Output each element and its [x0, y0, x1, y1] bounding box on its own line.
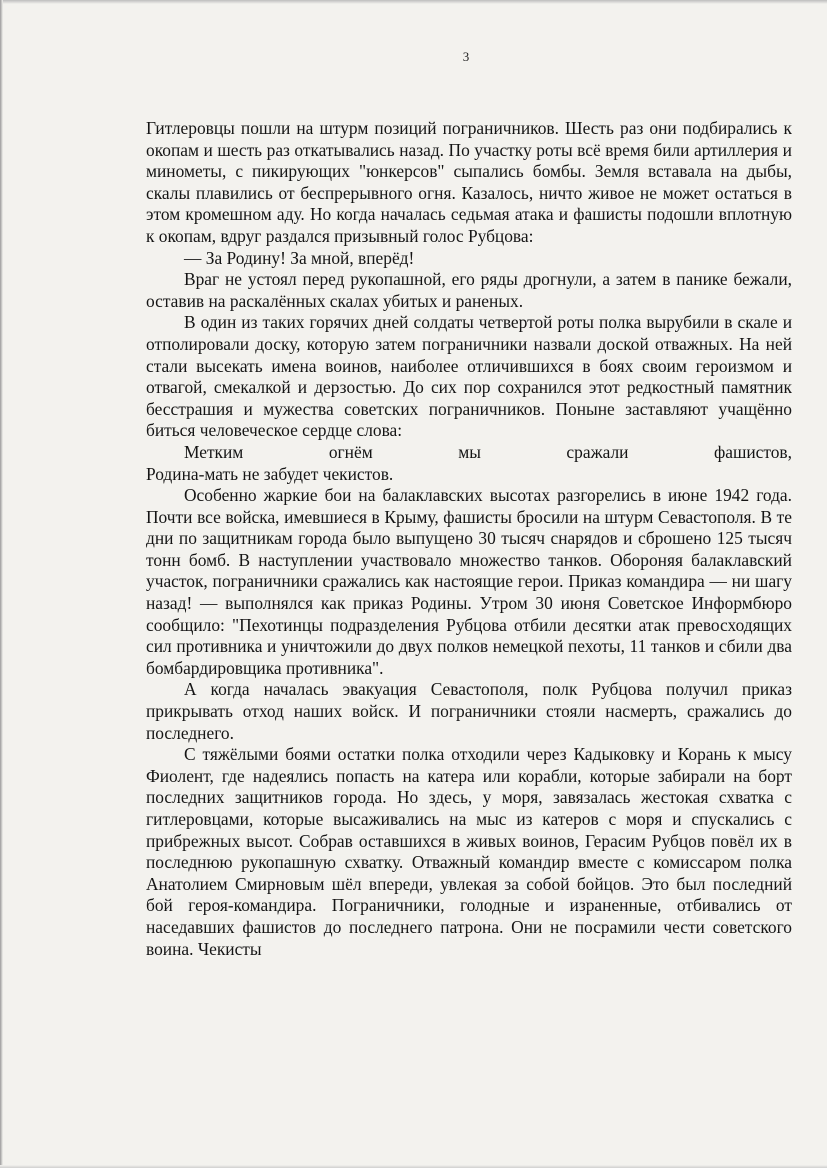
- quote-line: — За Родину! За мной, вперёд!: [184, 247, 415, 268]
- scan-edge-left: [0, 0, 3, 1168]
- scan-edge-top: [0, 0, 827, 4]
- page-number: 3: [462, 49, 470, 64]
- verse-line: Родина-мать не забудет чекистов.: [146, 463, 394, 484]
- paragraph: А когда началась эвакуация Севастополя, полк Рубцова получил приказ прикрывать отход наших войск. И пограничники стояли насмерть, сражались до последнего.: [146, 679, 792, 743]
- paragraph: Гитлеровцы пошли на штурм позиций пограничников. Шесть раз они подбирались к окопам и шесть раз откатывались назад. По участку роты всё время били артиллерия и минометы, с пикирующих "юнкерсов" сыпались бомбы. Земля вставала на дыбы, скалы плавились от беспрерывного огня. Казалось, ничто живое не может остаться в этом кромешном аду. Но когда началась седьмая атака и фашисты подошли вплотную к окопам, вдруг раздался призывный голос Рубцова:: [146, 118, 792, 246]
- paragraph: В один из таких горячих дней солдаты четвертой роты полка вырубили в скале и отполировали доску, которую затем пограничники назвали доской отважных. На ней стали высекать имена воинов, наиболее отличившихся в боях своим героизмом и отвагой, смекалкой и дерзостью. До сих пор сохранился этот редкостный памятник бесстрашия и мужества советских пограничников. Поныне заставляют учащённо биться человеческое сердце слова:: [146, 312, 792, 441]
- paragraph: С тяжёлыми боями остатки полка отходили через Кадыковку и Корань к мысу Фиолент, где надеялись попасть на катера или корабли, которые забирали на борт последних защитников города. Но здесь, у моря, завязалась жестокая схватка с гитлеровцами, которые высаживались на мыс из катеров с моря и спускались с прибрежных высот. Собрав оставшихся в живых воинов, Герасим Рубцов повёл их в последнюю рукопашную схватку. Отважный командир вместе с комиссаром полка Анатолием Смирновым шёл впереди, увлекая за собой бойцов. Это был последний бой героя-командира. Пограничники, голодные и израненные, отбивались от наседавших фашистов до последнего патрона. Они не посрамили чести советского воина. Чекисты: [146, 744, 792, 959]
- paragraph: Особенно жаркие бои на балаклавских высотах разгорелись в июне 1942 года. Почти все войска, имевшиеся в Крыму, фашисты бросили на штурм Севастополя. В те дни по защитникам города было выпущено 30 тысяч снарядов и сброшено 125 тысяч тонн бомб. В наступлении участвовало множество танков. Обороняя балаклавский участок, пограничники сражались как настоящие герои. Приказ командира — ни шагу назад! — выполнялся как приказ Родины. Утром 30 июня Советское Информбюро сообщило: "Пехотинцы подразделения Рубцова отбили десятки атак превосходящих сил противника и уничтожили до двух полков немецкой пехоты, 11 танков и сбили два бомбардировщика противника".: [146, 485, 792, 678]
- verse-line: Метким огнём мы сражали фашистов,: [184, 441, 792, 462]
- document-text: [146, 118, 792, 960]
- paragraph: Враг не устоял перед рукопашной, его ряды дрогнули, а затем в панике бежали, оставив на раскалённых скалах убитых и раненых.: [146, 269, 792, 311]
